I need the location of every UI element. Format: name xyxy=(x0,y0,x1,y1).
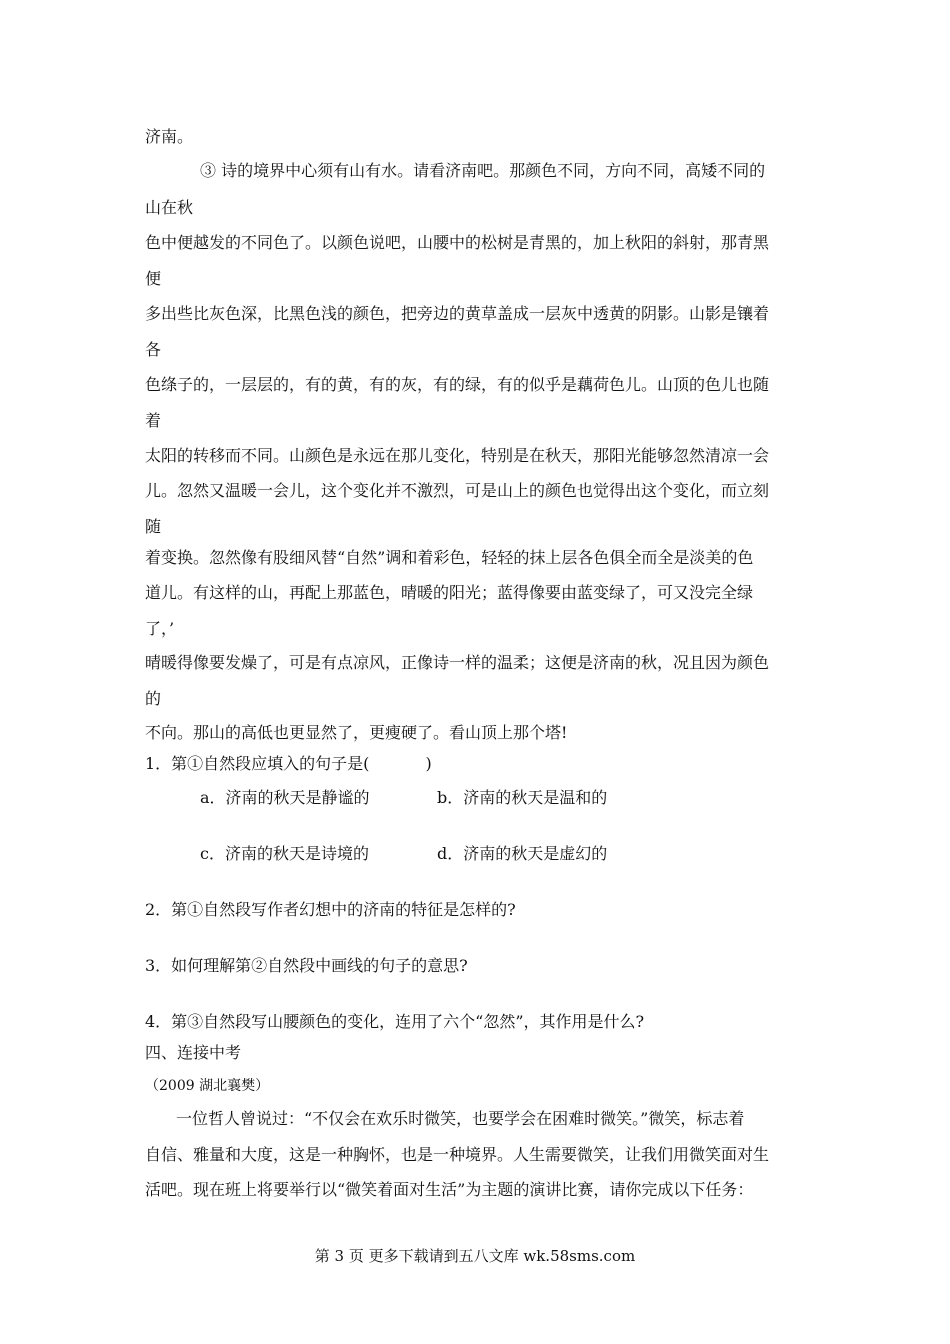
passage-line: 多出些比灰色深，比黑色浅的颜色，把旁边的黄草盖成一层灰中透黄的阴影。山影是镶着 xyxy=(145,304,770,323)
passage-line: 色绦子的，一层层的，有的黄，有的灰，有的绿，有的似乎是藕荷色儿。山顶的色儿也随 xyxy=(145,375,770,394)
passage-line: 晴暖得像要发燥了，可是有点凉风，正像诗一样的温柔；这便是济南的秋，况且因为颜色 xyxy=(145,653,770,672)
option-c: c．济南的秋天是诗境的 xyxy=(200,844,369,863)
question-1-prompt: 1．第①自然段应填入的句子是( xyxy=(145,754,370,773)
page-footer: 第 3 页 更多下载请到五八文库 wk.58sms.com xyxy=(314,1247,636,1265)
passage-line: 着变换。忽然像有股细风替“自然”调和着彩色，轻轻的抹上层各色俱全而全是淡美的色 xyxy=(145,548,754,567)
exam-source: （2009 湖北襄樊） xyxy=(145,1078,270,1094)
question-4: 4．第③自然段写山腰颜色的变化，连用了六个“忽然”，其作用是什么? xyxy=(145,1012,645,1031)
option-a: a．济南的秋天是静谧的 xyxy=(200,788,370,807)
option-d: d．济南的秋天是虚幻的 xyxy=(437,844,608,863)
passage-line: 山在秋 xyxy=(145,198,194,217)
section-heading: 四、连接中考 xyxy=(145,1043,242,1062)
passage-line: 各 xyxy=(145,340,162,359)
question-2: 2．第①自然段写作者幻想中的济南的特征是怎样的? xyxy=(145,900,516,919)
passage-line: 便 xyxy=(145,269,162,288)
passage-line: 济南。 xyxy=(145,127,194,146)
passage-line: 色中便越发的不同色了。以颜色说吧，山腰中的松树是青黑的，加上秋阳的斜射，那青黑 xyxy=(145,233,770,252)
question-3: 3．如何理解第②自然段中画线的句子的意思? xyxy=(145,956,468,975)
option-b: b．济南的秋天是温和的 xyxy=(437,788,608,807)
passage-line: 太阳的转移而不同。山颜色是永远在那儿变化，特别是在秋天，那阳光能够忽然清凉一会 xyxy=(145,446,770,465)
passage-line: 了，’ xyxy=(145,619,175,638)
passage-line: 着 xyxy=(145,411,162,430)
passage-line: ③ 诗的境界中心须有山有水。请看济南吧。那颜色不同，方向不同，高矮不同的 xyxy=(200,161,766,180)
passage-line: 随 xyxy=(145,517,162,536)
prompt-line: 一位哲人曾说过：“不仅会在欢乐时微笑，也要学会在困难时微笑。”微笑，标志着 xyxy=(176,1109,745,1128)
passage-line: 的 xyxy=(145,689,162,708)
passage-line: 不向。那山的高低也更显然了，更瘦硬了。看山顶上那个塔! xyxy=(145,723,568,742)
prompt-line: 自信、雅量和大度，这是一种胸怀，也是一种境界。人生需要微笑，让我们用微笑面对生 xyxy=(145,1145,770,1164)
question-1-close: ) xyxy=(425,754,432,773)
question-1 xyxy=(145,753,432,775)
prompt-line: 活吧。现在班上将要举行以“微笑着面对生活”为主题的演讲比赛，请你完成以下任务： xyxy=(145,1180,754,1199)
passage-line: 儿。忽然又温暖一会儿，这个变化并不激烈，可是山上的颜色也觉得出这个变化，而立刻 xyxy=(145,481,770,500)
passage-line: 道儿。有这样的山，再配上那蓝色，晴暖的阳光；蓝得像要由蓝变绿了，可又没完全绿 xyxy=(145,583,754,602)
